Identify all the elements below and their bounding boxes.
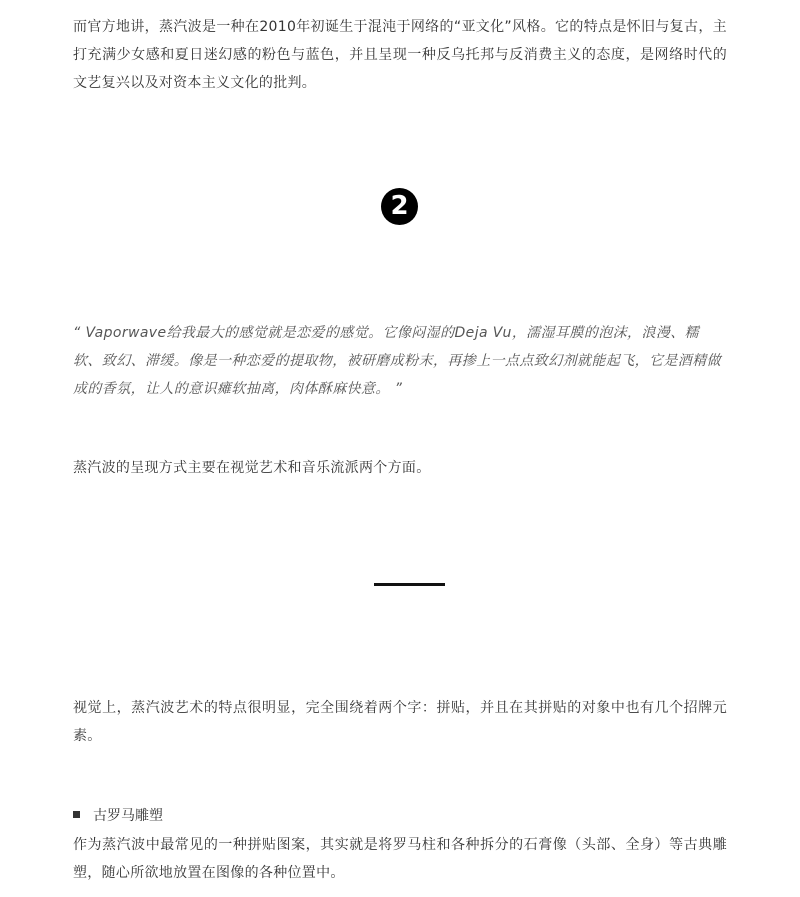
visual-paragraph: 视觉上，蒸汽波艺术的特点很明显，完全围绕着两个字：拼贴，并且在其拼贴的对象中也有几个招牌元素。 bbox=[73, 700, 727, 744]
sculpture-paragraph: 作为蒸汽波中最常见的一种拼贴图案，其实就是将罗马柱和各种拆分的石膏像（头部、全身）等古典雕塑，随心所欲地放置在图像的各种位置中。 bbox=[73, 837, 727, 881]
subheading-label: 古罗马雕塑 bbox=[93, 808, 163, 824]
subheading-roman-sculpture bbox=[73, 802, 163, 830]
vaporwave-quote: “ Vaporwave给我最大的感觉就是恋爱的感觉。它像闷湿的Deja Vu，濡湿耳膜的泡沫，浪漫、糯软、致幻、滞缓。像是一种恋爱的提取物，被研磨成粉末，再掺上一点点致幻剂就能起飞，它是酒精做成的香氛，让人的意识瘫软抽离，肉体酥麻快意。 ” bbox=[73, 325, 721, 397]
presentation-paragraph: 蒸汽波的呈现方式主要在视觉艺术和音乐流派两个方面。 bbox=[73, 460, 431, 476]
section-number-badge: 2 bbox=[381, 188, 418, 225]
section-divider bbox=[374, 583, 445, 586]
square-bullet-icon bbox=[73, 811, 80, 818]
intro-paragraph: 而官方地讲，蒸汽波是一种在2010年初诞生于混沌于网络的“亚文化”风格。它的特点是怀旧与复古，主打充满少女感和夏日迷幻感的粉色与蓝色，并且呈现一种反乌托邦与反消费主义的态度，是网络时代的文艺复兴以及对资本主义文化的批判。 bbox=[73, 19, 727, 91]
